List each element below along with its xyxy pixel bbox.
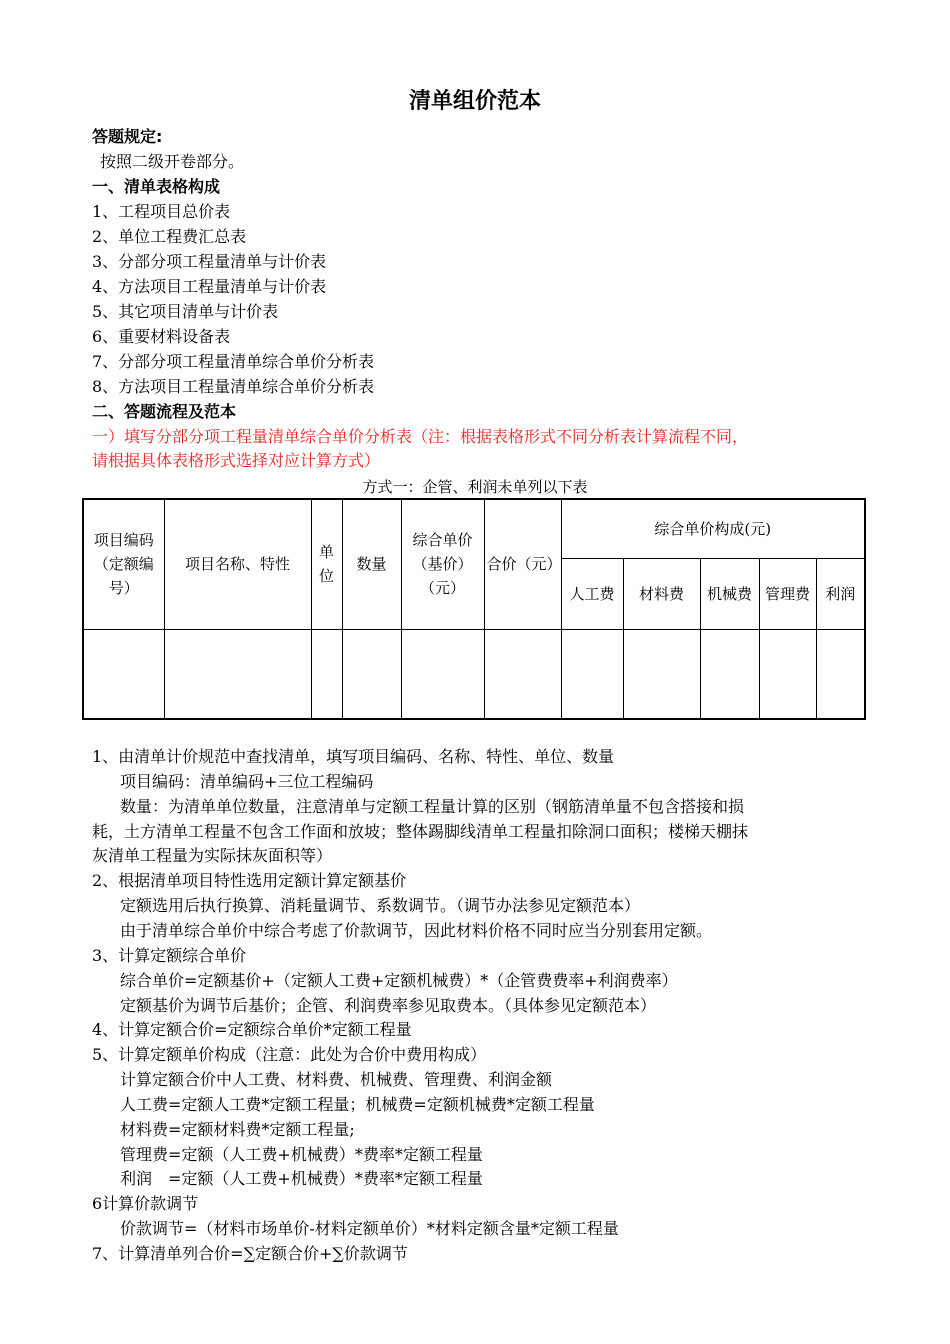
section1-item: 8、方法项目工程量清单综合单价分析表 — [92, 377, 375, 396]
table-cell — [759, 629, 816, 719]
body-line: 1、由清单计价规范中查找清单，填写项目编码、名称、特性、单位、数量 — [92, 747, 615, 766]
section1-item: 3、分部分项工程量清单与计价表 — [92, 252, 327, 271]
header-total: 合价（元） — [484, 499, 561, 629]
body-line: 利润 =定额（人工费+机械费）*费率*定额工程量 — [120, 1169, 483, 1188]
header-code: 项目编码（定额编号） — [83, 499, 164, 629]
section1-item: 7、分部分项工程量清单综合单价分析表 — [92, 352, 375, 371]
body-line: 5、计算定额单价构成（注意：此处为合价中费用构成） — [92, 1045, 487, 1064]
header-unit-price: 综合单价（基价）（元） — [401, 499, 484, 629]
header-machine: 机械费 — [700, 558, 759, 629]
header-unit: 单位 — [311, 499, 342, 629]
body-line: 6计算价款调节 — [92, 1194, 199, 1213]
body-line: 2、根据清单项目特性选用定额计算定额基价 — [92, 871, 407, 890]
body-line: 数量：为清单单位数量，注意清单与定额工程量计算的区别（钢筋清单量不包含搭接和损 — [120, 797, 745, 816]
rules-text: 按照二级开卷部分。 — [100, 152, 245, 171]
table-cell — [164, 629, 311, 719]
table-cell — [342, 629, 401, 719]
body-line: 灰清单工程量为实际抹灰面积等） — [92, 846, 333, 865]
rules-heading: 答题规定: — [92, 127, 163, 146]
body-line: 人工费=定额人工费*定额工程量；机械费=定额机械费*定额工程量 — [120, 1095, 595, 1114]
body-line: 耗，土方清单工程量不包含工作面和放坡；整体踢脚线清单工程量扣除洞口面积；楼梯天棚抹 — [92, 822, 749, 841]
table-cell — [484, 629, 561, 719]
body-line: 材料费=定额材料费*定额工程量; — [120, 1120, 355, 1139]
body-line: 计算定额合价中人工费、材料费、机械费、管理费、利润金额 — [120, 1070, 553, 1089]
body-line: 定额基价为调节后基价；企管、利润费率参见取费本。（具体参见定额范本） — [120, 996, 657, 1015]
table-cell — [816, 629, 865, 719]
table-caption: 方式一：企管、利润未单列以下表 — [362, 478, 588, 496]
section1-item: 1、工程项目总价表 — [92, 202, 231, 221]
table-cell — [623, 629, 700, 719]
table-cell — [401, 629, 484, 719]
table-cell — [561, 629, 623, 719]
header-labor: 人工费 — [561, 558, 623, 629]
header-mgmt: 管理费 — [759, 558, 816, 629]
body-line: 管理费=定额（人工费+机械费）*费率*定额工程量 — [120, 1145, 483, 1164]
section1-item: 5、其它项目清单与计价表 — [92, 302, 279, 321]
section2-heading: 二、答题流程及范本 — [92, 402, 237, 421]
section1-item: 6、重要材料设备表 — [92, 327, 231, 346]
header-profit: 利润 — [816, 558, 865, 629]
body-line: 7、计算清单列合价=∑定额合价+∑价款调节 — [92, 1244, 408, 1263]
body-line: 定额选用后执行换算、消耗量调节、系数调节。（调节办法参见定额范本） — [120, 896, 641, 915]
body-line: 3、计算定额综合单价 — [92, 946, 247, 965]
body-line: 项目编码：清单编码+三位工程编码 — [120, 772, 374, 791]
header-qty: 数量 — [342, 499, 401, 629]
body-line: 价款调节=（材料市场单价-材料定额单价）*材料定额含量*定额工程量 — [120, 1219, 619, 1238]
body-line: 4、计算定额合价=定额综合单价*定额工程量 — [92, 1020, 412, 1039]
header-name: 项目名称、特性 — [164, 499, 311, 629]
body-line: 由于清单综合单价中综合考虑了价款调节，因此材料价格不同时应当分别套用定额。 — [120, 921, 713, 940]
table-cell — [311, 629, 342, 719]
header-composition: 综合单价构成(元) — [561, 499, 865, 558]
unit-price-analysis-table — [82, 498, 866, 720]
table-row — [83, 629, 865, 719]
table-cell — [83, 629, 164, 719]
section2-subheading-line1: 一）填写分部分项工程量清单综合单价分析表（注：根据表格形式不同分析表计算流程不同， — [92, 427, 749, 446]
section1-heading: 一、清单表格构成 — [92, 177, 221, 196]
header-material: 材料费 — [623, 558, 700, 629]
section2-subheading-line2: 请根据具体表格形式选择对应计算方式） — [92, 451, 381, 470]
section1-item: 2、单位工程费汇总表 — [92, 227, 247, 246]
section1-item: 4、方法项目工程量清单与计价表 — [92, 277, 327, 296]
page-title: 清单组价范本 — [408, 89, 541, 114]
table-cell — [700, 629, 759, 719]
body-line: 综合单价=定额基价+（定额人工费+定额机械费）*（企管费费率+利润费率） — [120, 971, 678, 990]
